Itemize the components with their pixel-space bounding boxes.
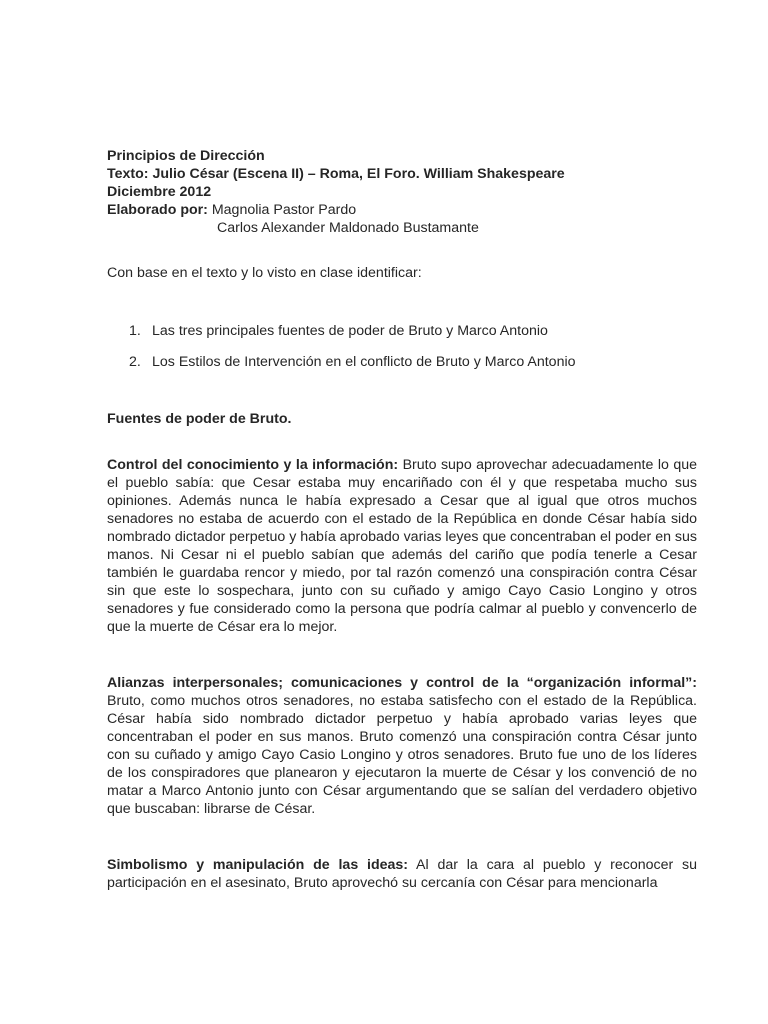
paragraph-knowledge-control — [107, 456, 697, 636]
list-item — [107, 353, 697, 371]
author-name-1: Magnolia Pastor Pardo — [207, 202, 357, 218]
paragraph-heading: Control del conocimiento y la información: — [107, 457, 399, 473]
list-item-text: Los Estilos de Intervención en el conflicto de Bruto y Marco Antonio — [152, 354, 576, 370]
document-date: Diciembre 2012 — [107, 184, 212, 200]
list-item-text: Las tres principales fuentes de poder de Bruto y Marco Antonio — [152, 323, 548, 339]
course-title: Principios de Dirección — [107, 148, 265, 164]
paragraph-alliances — [107, 674, 697, 818]
paragraph-heading: Simbolismo y manipulación de las ideas: — [107, 857, 409, 873]
list-item-number: 2. — [129, 354, 141, 370]
document-header — [107, 147, 697, 237]
paragraph-body: Bruto, como muchos otros senadores, no estaba satisfecho con el estado de la República. César había sido nombrado dictador perpetuo y había aprobado varias leyes que concentraban el poder en sus manos. Bruto comenzó una conspiración contra César junto con su cuñado y amigo Cayo Casio Longino y otros senadores. Bruto fue uno de los líderes de los conspiradores que planearon y ejecutaron la muerte de César y los convenció de no matar a Marco Antonio junto con César argumentando que se salían del verdadero objetivo que buscaban: librarse de César. — [107, 693, 697, 817]
document-page — [107, 147, 697, 892]
intro-text: Con base en el texto y lo visto en clase identificar: — [107, 265, 422, 281]
paragraph-symbolism — [107, 856, 697, 892]
section-title: Fuentes de poder de Bruto. — [107, 411, 292, 427]
list-item-number: 1. — [129, 323, 141, 339]
paragraph-heading: Alianzas interpersonales; comunicaciones y control de la “organización informal”: — [107, 675, 697, 691]
paragraph-body: Bruto supo aprovechar adecuadamente lo que el pueblo sabía: que Cesar estaba muy encariñado con él y que respetaba mucho sus opiniones. Además nunca le había expresado a Cesar que al igual que otros muchos senadores no estaba de acuerdo con el estado de la República en donde César había sido nombrado dictador perpetuo y había aprobado varias leyes que concentraban el poder en sus manos. Ni Cesar ni el pueblo sabían que además del cariño que podía tenerle a Cesar también le guardaba rencor y miedo, por tal razón comenzó una conspiración contra César sin que este lo sospechara, junto con su cuñado y amigo Cayo Casio Longino y otros senadores y fue considerado como la persona que podría calmar al pueblo y convencerlo de que la muerte de César era lo mejor. — [107, 457, 697, 635]
text-reference: Texto: Julio César (Escena II) – Roma, El Foro. William Shakespeare — [107, 166, 565, 182]
author-line — [107, 201, 697, 219]
list-item — [107, 322, 697, 340]
author-label: Elaborado por: — [107, 202, 208, 218]
paragraph-body: Al dar la cara al pueblo y reconocer su participación en el asesinato, Bruto aprovechó su cercanía con César para mencionarla — [107, 857, 697, 891]
author-name-2: Carlos Alexander Maldonado Bustamante — [217, 220, 479, 236]
task-list — [107, 322, 697, 371]
